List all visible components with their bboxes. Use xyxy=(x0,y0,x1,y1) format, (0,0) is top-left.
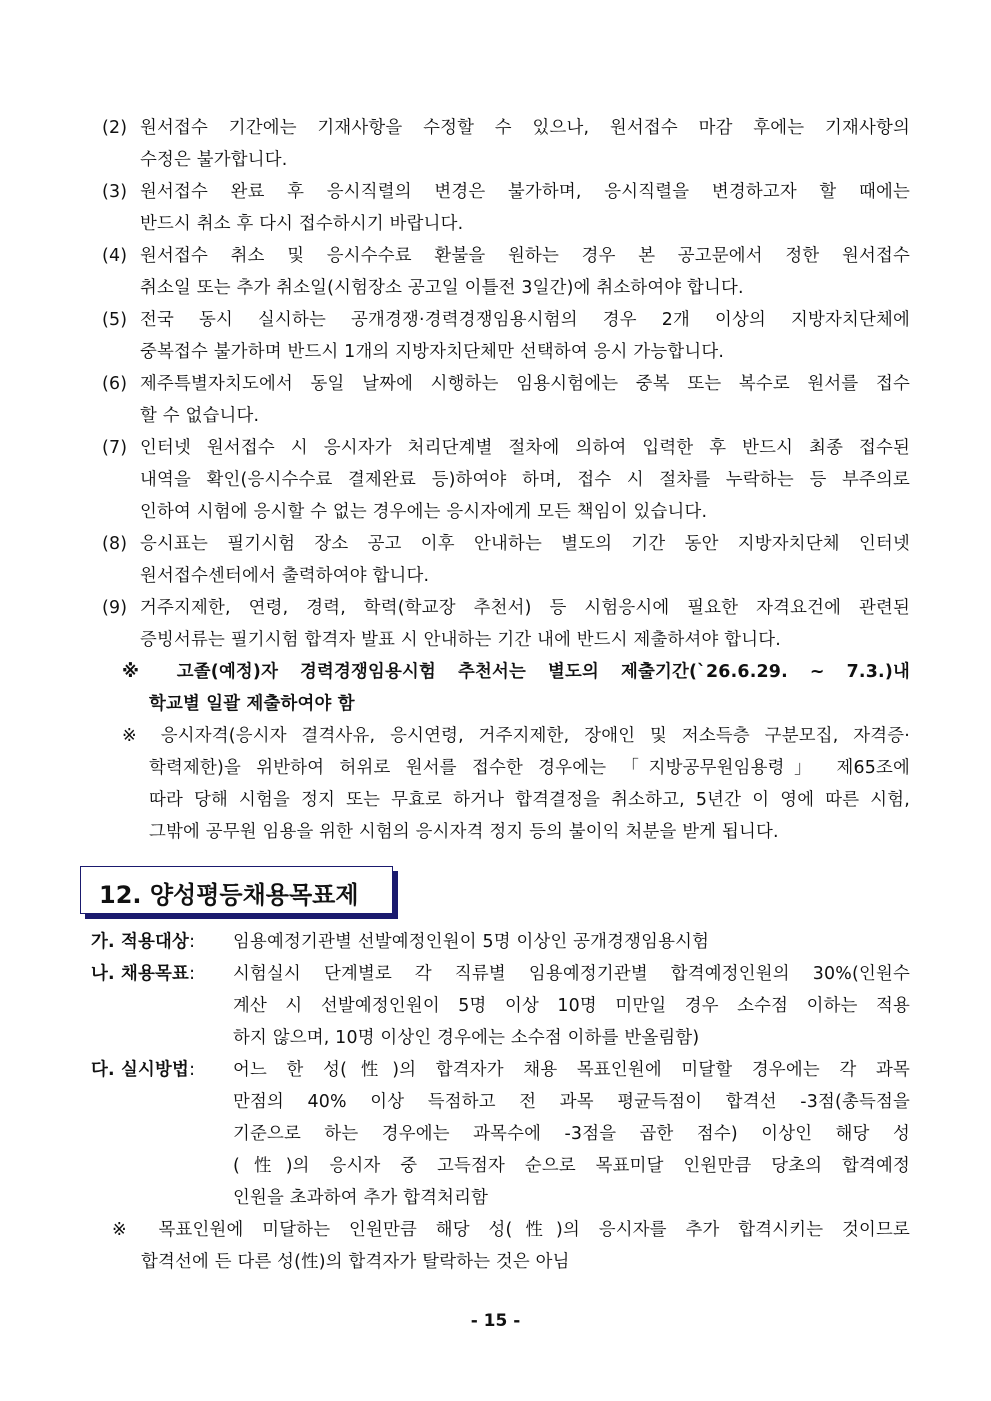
item-text-line: 원서접수 취소 및 응시수수료 환불을 원하는 경우 본 공고문에서 정한 원서접수 xyxy=(140,246,910,266)
item-number: (3) xyxy=(102,182,128,202)
note-line: ※ 응시자격(응시자 결격사유, 응시연령, 거주지제한, 장애인 및 저소득층 구분모집, 자격증· xyxy=(122,726,910,746)
item-text-line: 수정은 불가합니다. xyxy=(140,150,288,170)
item-number: (2) xyxy=(102,118,128,138)
definition-label xyxy=(91,962,195,986)
definition-text-line: 시험실시 단계별로 각 직류별 임용예정기관별 합격예정인원의 30%(인원수 xyxy=(233,964,910,984)
item-text-line: 인터넷 원서접수 시 응시자가 처리단계별 절차에 의하여 입력한 후 반드시 최종 접수된 xyxy=(140,438,910,458)
item-number: (5) xyxy=(102,310,128,330)
item-text-line: 전국 동시 실시하는 공개경쟁·경력경쟁임용시험의 경우 2개 이상의 지방자치단체에 xyxy=(140,310,910,330)
item-number: (8) xyxy=(102,534,128,554)
definition-label-text: 나. 채용목표 xyxy=(91,964,190,984)
definition-label-text: 가. 적용대상 xyxy=(91,932,190,952)
item-text-line: 제주특별자치도에서 동일 날짜에 시행하는 임용시험에는 중복 또는 복수로 원서를 접수 xyxy=(140,374,910,394)
definition-label xyxy=(91,1058,195,1082)
item-text-line: 거주지제한, 연령, 경력, 학력(학교장 추천서) 등 시험응시에 필요한 자격요건에 관련된 xyxy=(140,598,910,618)
definition-colon: : xyxy=(189,932,196,952)
note-line: 학력제한)을 위반하여 허위로 원서를 접수한 경우에는 「지방공무원임용령」 제65조에 xyxy=(149,758,910,778)
item-text-line: 중복접수 불가하며 반드시 1개의 지방자치단체만 선택하여 응시 가능합니다. xyxy=(140,342,725,362)
item-text-line: 내역을 확인(응시수수료 결제완료 등)하여야 하며, 접수 시 절차를 누락하는 등 부주의로 xyxy=(140,470,910,490)
definition-colon: : xyxy=(189,1060,196,1080)
definition-colon: : xyxy=(189,964,196,984)
definition-text-line: 계산 시 선발예정인원이 5명 이상 10명 미만일 경우 소수점 이하는 적용 xyxy=(233,996,910,1016)
definition-text-line: 임용예정기관별 선발예정인원이 5명 이상인 공개경쟁임용시험 xyxy=(233,932,710,952)
item-text-line: 응시표는 필기시험 장소 공고 이후 안내하는 별도의 기간 동안 지방자치단체 인터넷 xyxy=(140,534,910,554)
definition-text-line: 만점의 40% 이상 득점하고 전 과목 평균득점이 합격선 -3점(총득점을 xyxy=(233,1092,910,1112)
item-number: (4) xyxy=(102,246,128,266)
item-text-line: 반드시 취소 후 다시 접수하시기 바랍니다. xyxy=(140,214,464,234)
definition-label xyxy=(91,930,195,954)
final-note-line: 합격선에 든 다른 성(性)의 합격자가 탈락하는 것은 아님 xyxy=(141,1252,570,1272)
item-text-line: 원서접수 기간에는 기재사항을 수정할 수 있으나, 원서접수 마감 후에는 기재사항의 xyxy=(140,118,910,138)
note-line: 그밖에 공무원 임용을 위한 시험의 응시자격 정지 등의 불이익 처분을 받게 됩니다. xyxy=(149,822,779,842)
item-text-line: 증빙서류는 필기시험 합격자 발표 시 안내하는 기간 내에 반드시 제출하셔야 합니다. xyxy=(140,630,781,650)
item-text-line: 취소일 또는 추가 취소일(시험장소 공고일 이틀전 3일간)에 취소하여야 합니다. xyxy=(140,278,744,298)
item-text-line: 할 수 없습니다. xyxy=(140,406,260,426)
definition-text-line: (性)의 응시자 중 고득점자 순으로 목표미달 인원만큼 당초의 합격예정 xyxy=(233,1156,910,1176)
definition-text-line: 하지 않으며, 10명 이상인 경우에는 소수점 이하를 반올림함) xyxy=(233,1028,700,1048)
note-line: 따라 당해 시험을 정지 또는 무효로 하거나 합격결정을 취소하고, 5년간 이 영에 따른 시험, xyxy=(149,790,910,810)
item-text-line: 원서접수 완료 후 응시직렬의 변경은 불가하며, 응시직렬을 변경하고자 할 때에는 xyxy=(140,182,910,202)
note-bold-line: 학교별 일괄 제출하여야 함 xyxy=(149,694,355,714)
definition-text-line: 기준으로 하는 경우에는 과목수에 -3점을 곱한 점수) 이상인 해당 성 xyxy=(233,1124,910,1144)
item-number: (9) xyxy=(102,598,128,618)
final-note-line: ※ 목표인원에 미달하는 인원만큼 해당 성(性)의 응시자를 추가 합격시키는 것이므로 xyxy=(112,1220,910,1240)
definition-text-line: 어느 한 성(性)의 합격자가 채용 목표인원에 미달할 경우에는 각 과목 xyxy=(233,1060,910,1080)
note-bold-line: ※ 고졸(예정)자 경력경쟁임용시험 추천서는 별도의 제출기간(`26.6.29. ~ 7.3.)내 xyxy=(122,662,910,682)
item-text-line: 인하여 시험에 응시할 수 없는 경우에는 응시자에게 모든 책임이 있습니다. xyxy=(140,502,708,522)
section-heading-box xyxy=(80,866,393,914)
definition-text-line: 인원을 초과하여 추가 합격처리함 xyxy=(233,1188,489,1208)
definition-label-text: 다. 실시방법 xyxy=(91,1060,190,1080)
item-text-line: 원서접수센터에서 출력하여야 합니다. xyxy=(140,566,430,586)
item-number: (7) xyxy=(102,438,128,458)
page-number: - 15 - xyxy=(470,1311,521,1331)
section-title: 12. 양성평등채용목표제 xyxy=(99,881,359,909)
item-number: (6) xyxy=(102,374,128,394)
